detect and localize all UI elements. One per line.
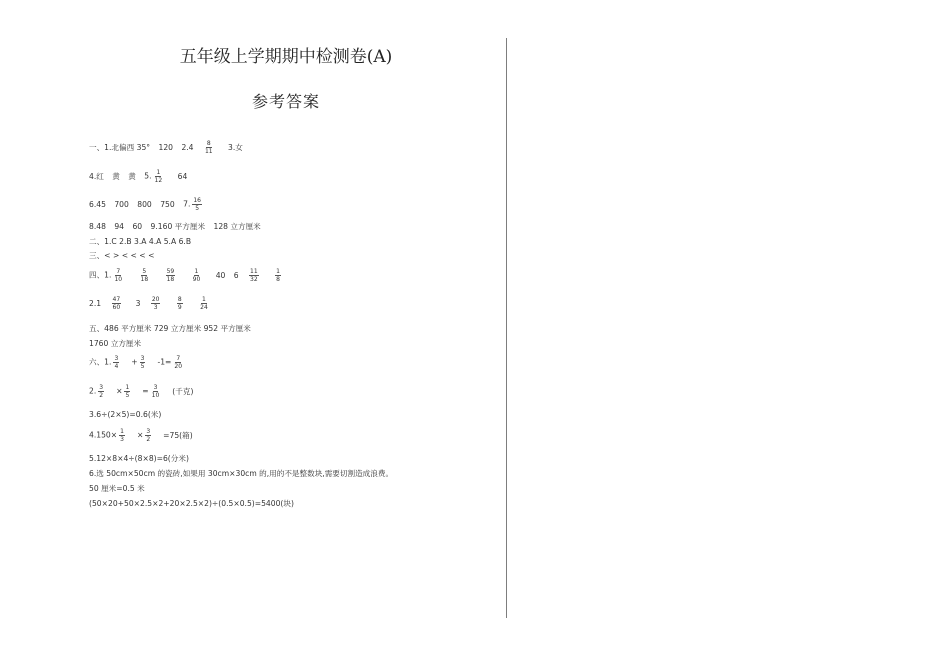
answer-line-6: 三、< > < < < < — [89, 251, 155, 260]
fraction: $\frac{3}{5}$ — [140, 355, 145, 370]
fraction: $\frac{1}{8}$ — [276, 268, 280, 283]
fraction: $\frac{3}{2}$ — [146, 428, 151, 443]
fraction: $\frac{16}{5}$ — [193, 197, 201, 212]
fraction: $\frac{1}{90}$ — [192, 268, 201, 283]
fraction: $\frac{1}{5}$ — [125, 384, 130, 399]
fraction: $\frac{5}{18}$ — [140, 268, 149, 283]
page-title: 五年级上学期期中检测卷(A) — [179, 47, 393, 67]
answer-line-3: 6.45 700 800 750 7. $\frac{16}{5}$ — [89, 197, 214, 212]
fraction: $\frac{20}{3}$ — [151, 296, 160, 311]
answer-line-13: 3.6÷(2×5)=0.6(米) — [89, 410, 162, 419]
fraction: $\frac{1}{24}$ — [200, 296, 208, 311]
answer-line-4: 8.48 94 60 9.160 平方厘米 128 立方厘米 — [89, 222, 261, 231]
fraction: $\frac{1}{12}$ — [154, 169, 163, 184]
answer-line-8: 2.1 $\frac{47}{60}$ 3 $\frac{20}{3}$ $\frac{8}{9}$ $\frac{1}{24}$ — [89, 296, 221, 311]
page-divider — [506, 38, 507, 618]
fraction: $\frac{7}{10}$ — [114, 268, 123, 283]
fraction: $\frac{47}{60}$ — [112, 296, 121, 311]
fraction: $\frac{3}{2}$ — [99, 384, 104, 399]
answer-line-18: (50×20+50×2.5×2+20×2.5×2)÷(0.5×0.5)=5400(块) — [89, 499, 294, 508]
answer-line-10: 1760 立方厘米 — [89, 339, 142, 348]
answer-line-9: 五、486 平方厘米 729 立方厘米 952 平方厘米 — [89, 324, 251, 333]
answer-line-5: 二、1.C 2.B 3.A 4.A 5.A 6.B — [89, 237, 192, 246]
fraction: $\frac{59}{18}$ — [166, 268, 175, 283]
fraction: $\frac{8}{9}$ — [177, 296, 182, 311]
answer-line-2: 4.红 黄 黄 5. $\frac{1}{12}$ 64 — [89, 169, 188, 184]
answer-line-15: 5.12×8×4÷(8×8)=6(分米) — [89, 454, 189, 463]
fraction: $\frac{11}{32}$ — [250, 268, 258, 283]
answer-line-17: 50 厘米=0.5 米 — [89, 484, 145, 493]
answer-line-16: 6.选 50cm×50cm 的瓷砖,如果用 30cm×30cm 的,用的不是整数块,需要切割造成浪费。 — [89, 469, 394, 478]
answer-line-7: 四、1. $\frac{7}{10}$ $\frac{5}{18}$ $\frac{59}{18}$ $\frac{1}{90}$ 40 6 $\frac{11}{32}$ $\frac{1}{8}$ — [89, 268, 293, 283]
answer-line-12: 2. $\frac{3}{2}$ × $\frac{1}{5}$ = $\frac{3}{10}$ (千克) — [89, 384, 194, 399]
fraction: $\frac{8}{11}$ — [204, 140, 213, 155]
fraction: $\frac{3}{10}$ — [151, 384, 160, 399]
page-subtitle: 参考答案 — [251, 92, 320, 111]
answer-line-11: 六、1. $\frac{3}{4}$ + $\frac{3}{5}$ -1= $\frac{7}{20}$ — [89, 355, 195, 370]
fraction: $\frac{3}{4}$ — [114, 355, 119, 370]
answer-line-1: 一、1.北偏西 35° 120 2.4 $\frac{8}{11}$ 3.女 — [89, 140, 243, 155]
fraction: $\frac{1}{3}$ — [120, 428, 124, 443]
fraction: $\frac{7}{20}$ — [174, 355, 183, 370]
answer-line-14: 4.150× $\frac{1}{3}$ × $\frac{3}{2}$ =75(箱) — [89, 428, 193, 443]
